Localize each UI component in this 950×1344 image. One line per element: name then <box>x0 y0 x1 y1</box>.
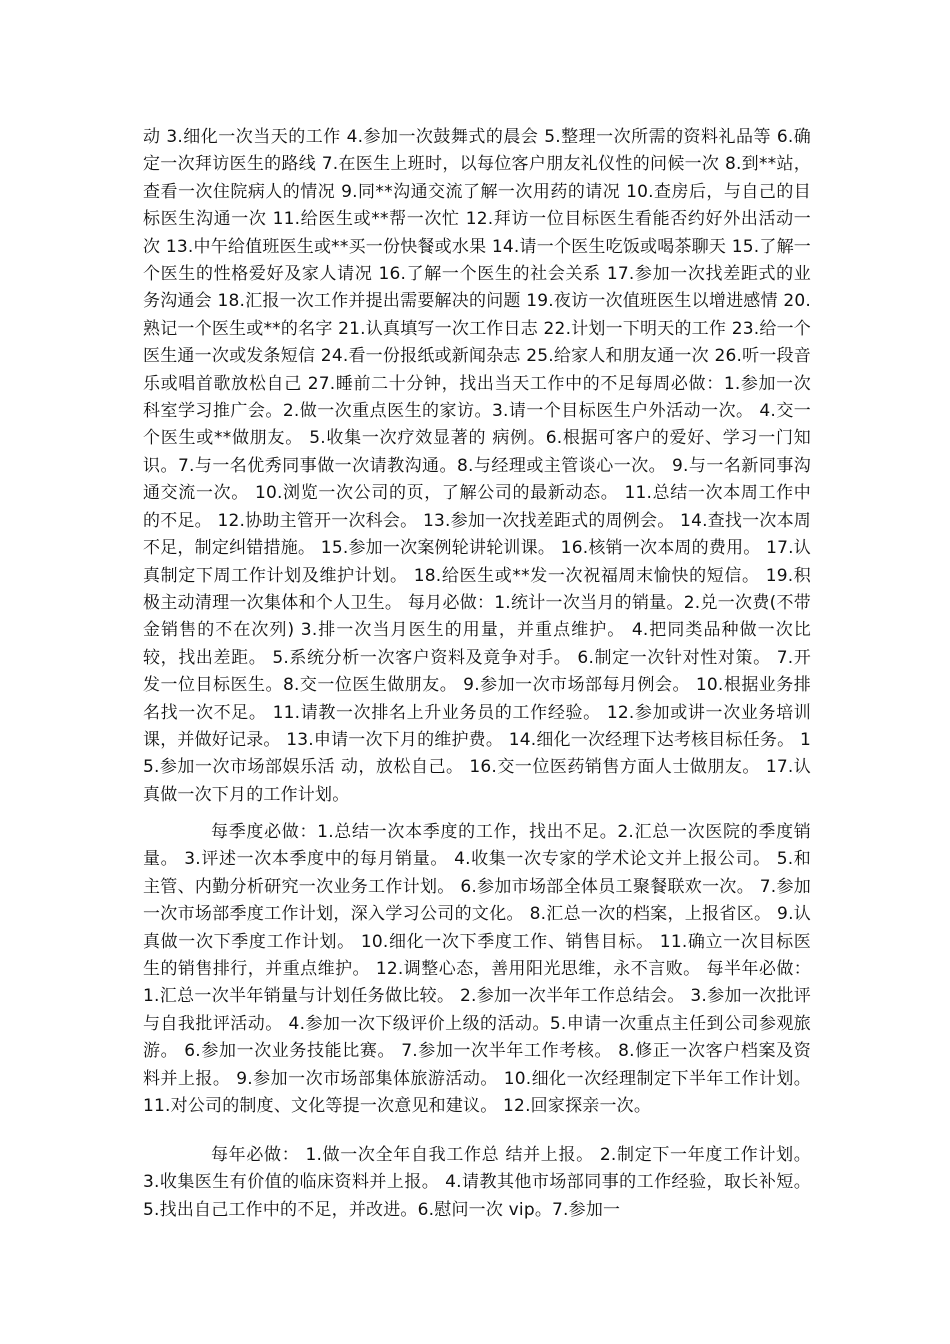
quarterly-halfyear-tasks-paragraph: 每季度必做：1.总结一次本季度的工作，找出不足。2.汇总一次医院的季度销量。 3.评述一次本季度中的每月销量。 4.收集一次专家的学术论文并上报公司。 5.和主管、内勤分析研究一次业务工作计划。 6.参加市场部全体员工聚餐联欢一次。 7.参加一次市场部季度工作计划，深入学习公司的文化。 8.汇总一次的档案，上报省区。 9.认真做一次下季度工作计划。 10.细化一次下季度工作、销售目标。 11.确立一次目标医生的销售排行，并重点维护。 12.调整心态，善用阳光思维，永不言败。 每半年必做： 1.汇总一次半年销量与计划任务做比较。 2.参加一次半年工作总结会。 3.参加一次批评与自我批评活动。 4.参加一次下级评价上级的活动。5.申请一次重点主任到公司参观旅游。 6.参加一次业务技能比赛。 7.参加一次半年工作考核。 8.修正一次客户档案及资料并上报。 9.参加一次市场部集体旅游活动。 10.细化一次经理制定下半年工作计划。 11.对公司的制度、文化等提一次意见和建议。 12.回家探亲一次。 <box>143 822 811 1117</box>
yearly-tasks-paragraph: 每年必做： 1.做一次全年自我工作总 结并上报。 2.制定下一年度工作计划。 3.收集医生有价值的临床资料并上报。 4.请教其他市场部同事的工作经验，取长补短。5.找出自己工作中的不足，并改进。6.慰问一次 vip。7.参加一 <box>143 1145 811 1220</box>
daily-weekly-monthly-tasks-paragraph: 动 3.细化一次当天的工作 4.参加一次鼓舞式的晨会 5.整理一次所需的资料礼品等 6.确定一次拜访医生的路线 7.在医生上班时，以每位客户朋友礼仪性的问候一次 8.到**站，查看一次住院病人的情况 9.同**沟通交流了解一次用药的请况 10.查房后，与自己的目标医生沟通一次 11.给医生或**帮一次忙 12.拜访一位目标医生看能否约好外出活动一次 13.中午给值班医生或**买一份快餐或水果 14.请一个医生吃饭或喝茶聊天 15.了解一个医生的性格爱好及家人请况 16.了解一个医生的社会关系 17.参加一次找差距式的业务沟通会 18.汇报一次工作并提出需要解决的问题 19.夜访一次值班医生以增进感情 20.熟记一个医生或**的名字 21.认真填写一次工作日志 22.计划一下明天的工作 23.给一个医生通一次或发条短信 24.看一份报纸或新闻杂志 25.给家人和朋友通一次 26.听一段音乐或唱首歌放松自己 27.睡前二十分钟，找出当天工作中的不足每周必做：1.参加一次科室学习推广会。2.做一次重点医生的家访。3.请一个目标医生户外活动一次。 4.交一个医生或**做朋友。 5.收集一次疗效显著的 病例。6.根据可客户的爱好、学习一门知识。7.与一名优秀同事做一次请教沟通。8.与经理或主管谈心一次。 9.与一名新同事沟通交流一次。 10.浏览一次公司的页，了解公司的最新动态。 11.总结一次本周工作中的不足。 12.协助主管开一次科会。 13.参加一次找差距式的周例会。 14.查找一次本周不足，制定纠错措施。 15.参加一次案例轮讲轮训课。 16.核销一次本周的费用。 17.认真制定下周工作计划及维护计划。 18.给医生或**发一次祝福周末愉快的短信。 19.积极主动清理一次集体和个人卫生。 每月必做：1.统计一次当月的销量。2.兑一次费(不带金销售的不在次列) 3.排一次当月医生的用量，并重点维护。 4.把同类品种做一次比较，找出差距。 5.系统分析一次客户资料及竟争对手。 6.制定一次针对性对策。 7.开发一位目标医生。8.交一位医生做朋友。 9.参加一次市场部每月例会。 10.根据业务排名找一次不足。 11.请教一次排名上升业务员的工作经验。 12.参加或讲一次业务培训课，并做好记录。 13.申请一次下月的维护费。 14.细化一次经理下达考核目标任务。 15.参加一次市场部娱乐活 动，放松自己。 16.交一位医药销售方面人士做朋友。 17.认真做一次下月的工作计划。 <box>143 127 811 805</box>
